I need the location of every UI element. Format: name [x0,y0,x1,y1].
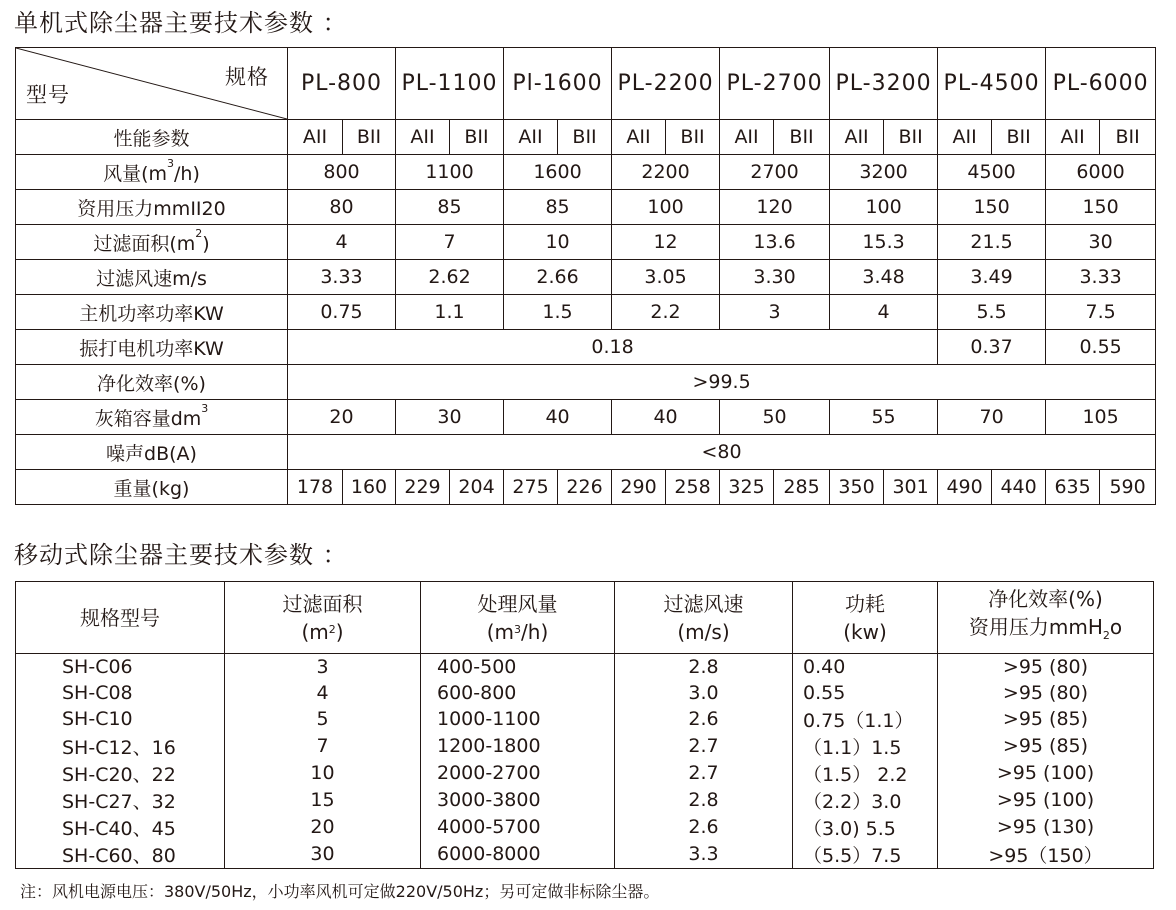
row-label-shaker-power: 振打电机功率KW [16,330,288,365]
table-cell: 1.1 [396,295,504,330]
table-cell: 204 [450,470,504,505]
table-cell: >95 (100) [938,787,1154,814]
variant-b-cell: BII [884,120,938,155]
table-cell: 100 [612,190,720,225]
table-cell: 21.5 [938,225,1046,260]
row-label-filter-speed: 过滤风速m/s [16,260,288,295]
table-row [16,814,1154,841]
table-cell: （1.5） 2.2 [793,760,938,787]
table-cell: 0.55 [793,680,938,706]
table-cell: 1000-1100 [421,706,615,733]
table-cell: 70 [938,400,1046,435]
header-model: 规格型号 [16,582,225,654]
table-cell: 3.3 [615,841,793,869]
table-cell: 2.7 [615,733,793,760]
variant-a-cell: AII [1046,120,1100,155]
table-cell: （3.0) 5.5 [793,814,938,841]
table-cell: >99.5 [288,365,1156,400]
table-cell: 5 [225,706,421,733]
table-cell: 635 [1046,470,1100,505]
footnote: 注：风机电源电压：380V/50Hz，小功率风机可定做220V/50Hz；另可定做非标除尘器。 [20,882,660,901]
table-cell: SH-C08 [16,680,225,706]
table-row [16,654,1154,680]
table-cell: >95 (100) [938,760,1154,787]
table-cell: SH-C27、32 [16,787,225,814]
table-cell: 30 [396,400,504,435]
table-cell: 55 [830,400,938,435]
table-cell: 30 [1046,225,1156,260]
table-cell: 440 [992,470,1046,505]
table-cell: 3.33 [288,260,396,295]
table-cell: 15.3 [830,225,938,260]
table-cell: SH-C60、80 [16,841,225,869]
row-label-airflow: 风量$(m^3/h)$ [16,155,288,190]
single-unit-spec-table [15,47,1156,505]
table-cell: SH-C20、22 [16,760,225,787]
table-cell: 10 [504,225,612,260]
table-cell: 120 [720,190,830,225]
variant-b-cell: BII [450,120,504,155]
mobile-unit-spec-table [15,581,1154,869]
table-cell: 2.6 [615,706,793,733]
header-power: 功耗 (kw) [793,582,938,654]
table-row [16,760,1154,787]
table-cell: 0.55 [1046,330,1156,365]
table-cell: 13.6 [720,225,830,260]
variant-a-cell: AII [288,120,343,155]
row-label-pressure: 资用压力mmII20 [16,190,288,225]
table-cell: 258 [666,470,720,505]
table-cell: 4 [225,680,421,706]
table-cell: 2.7 [615,760,793,787]
table-cell: 12 [612,225,720,260]
table-cell: 2200 [612,155,720,190]
table-cell: 229 [396,470,450,505]
perf-label: 性能参数 [16,120,288,155]
model-label: 型号 [26,83,70,107]
table-cell: （2.2）3.0 [793,787,938,814]
table-cell: 20 [288,400,396,435]
table-row [16,733,1154,760]
table-cell: >95（150） [938,841,1154,869]
table-cell: （5.5）7.5 [793,841,938,869]
table-cell: 3.49 [938,260,1046,295]
table-cell: 3.30 [720,260,830,295]
table-cell: >95 (85) [938,733,1154,760]
table-cell: 1100 [396,155,504,190]
variant-a-cell: AII [938,120,992,155]
header-airflow: 处理风量 $(m^3/h)$ [421,582,615,654]
table-cell: 7 [225,733,421,760]
table-cell: 600-800 [421,680,615,706]
table-cell: 1600 [504,155,612,190]
table-cell: 85 [504,190,612,225]
table-cell: 80 [288,190,396,225]
row-label-weight: 重量(kg) [16,470,288,505]
table-cell: 1.5 [504,295,612,330]
table-cell: 178 [288,470,343,505]
table-row [16,706,1154,733]
table-cell: 0.75 [288,295,396,330]
table-cell: 800 [288,155,396,190]
model-header: PL-3200 [830,48,938,120]
table-cell: 0.37 [938,330,1046,365]
table-cell: 3000-3800 [421,787,615,814]
table-cell: 301 [884,470,938,505]
table-cell: 4500 [938,155,1046,190]
table-cell: 2.8 [615,654,793,680]
row-label-ash-capacity: 灰箱容量$dm^3$ [16,400,288,435]
table-cell: SH-C40、45 [16,814,225,841]
table-cell: >95 (80) [938,654,1154,680]
corner-header-cell [16,48,288,120]
variant-b-cell: BII [558,120,612,155]
table-cell: 590 [1100,470,1156,505]
table-cell: 6000-8000 [421,841,615,869]
table-cell: 2.66 [504,260,612,295]
variant-a-cell: AII [830,120,884,155]
variant-b-cell: BII [1100,120,1156,155]
model-header: PL-2200 [612,48,720,120]
variant-a-cell: AII [720,120,774,155]
table-cell: >95 (130) [938,814,1154,841]
table-cell: 4 [830,295,938,330]
table-cell: 85 [396,190,504,225]
table-cell: 4000-5700 [421,814,615,841]
table-cell: 150 [1046,190,1156,225]
table-cell: SH-C10 [16,706,225,733]
table-cell: 2.62 [396,260,504,295]
table-cell: 4 [288,225,396,260]
table-cell: 3.48 [830,260,938,295]
table-cell: 0.40 [793,654,938,680]
variant-b-cell: BII [666,120,720,155]
table2-title: 移动式除尘器主要技术参数 ： [14,541,348,569]
table-cell: 285 [774,470,830,505]
header-filter-speed: 过滤风速 (m/s) [615,582,793,654]
model-header: PL-4500 [938,48,1046,120]
table-cell: 7 [396,225,504,260]
model-header: PL-1100 [396,48,504,120]
table-cell: >95 (85) [938,706,1154,733]
table-cell: 6000 [1046,155,1156,190]
table-cell: 2.8 [615,787,793,814]
model-header: Pl-1600 [504,48,612,120]
row-label-efficiency: 净化效率(%) [16,365,288,400]
table-cell: 3 [225,654,421,680]
table-cell: 490 [938,470,992,505]
table-cell: 40 [504,400,612,435]
table-cell: 0.75（1.1） [793,706,938,733]
table-cell: 15 [225,787,421,814]
table-cell: 3.0 [615,680,793,706]
table-cell: 105 [1046,400,1156,435]
variant-b-cell: BII [343,120,396,155]
table-cell: 50 [720,400,830,435]
table-cell: 275 [504,470,558,505]
table-cell: SH-C06 [16,654,225,680]
table-cell: 7.5 [1046,295,1156,330]
table-cell: 3200 [830,155,938,190]
model-header: PL-2700 [720,48,830,120]
table1-title: 单机式除尘器主要技术参数 ： [14,9,348,37]
variant-a-cell: AII [396,120,450,155]
row-label-filter-area: 过滤面积$(m^2)$ [16,225,288,260]
table-cell: 3.05 [612,260,720,295]
header-efficiency: 净化效率(%) 资用压力mmH$_2$o [938,582,1154,654]
table-row [16,680,1154,706]
table-cell: 40 [612,400,720,435]
row-label-main-power: 主机功率功率KW [16,295,288,330]
table-cell: 160 [343,470,396,505]
table-cell: 10 [225,760,421,787]
variant-b-cell: BII [774,120,830,155]
table-cell: 400-500 [421,654,615,680]
model-header: PL-6000 [1046,48,1156,120]
table-cell: <80 [288,435,1156,470]
table-cell: 350 [830,470,884,505]
spec-label: 规格 [225,65,269,89]
table-cell: 325 [720,470,774,505]
model-header: PL-800 [288,48,396,120]
table-row [16,787,1154,814]
variant-b-cell: BII [992,120,1046,155]
variant-a-cell: AII [612,120,666,155]
table-cell: 20 [225,814,421,841]
table-row [16,841,1154,869]
table-cell: 290 [612,470,666,505]
table-cell: 3 [720,295,830,330]
table-cell: 2700 [720,155,830,190]
table-cell: 150 [938,190,1046,225]
table-cell: 1200-1800 [421,733,615,760]
table-cell: （1.1）1.5 [793,733,938,760]
row-label-noise: 噪声dB(A) [16,435,288,470]
table-cell: 2000-2700 [421,760,615,787]
table-cell: SH-C12、16 [16,733,225,760]
table-cell: 5.5 [938,295,1046,330]
variant-a-cell: AII [504,120,558,155]
table-cell: 100 [830,190,938,225]
table-cell: 30 [225,841,421,869]
header-filter-area: 过滤面积 $(m^2)$ [225,582,421,654]
table-cell: 2.2 [612,295,720,330]
table-cell: 226 [558,470,612,505]
table-cell: 2.6 [615,814,793,841]
table-cell: 0.18 [288,330,938,365]
table-cell: >95 (80) [938,680,1154,706]
table-cell: 3.33 [1046,260,1156,295]
